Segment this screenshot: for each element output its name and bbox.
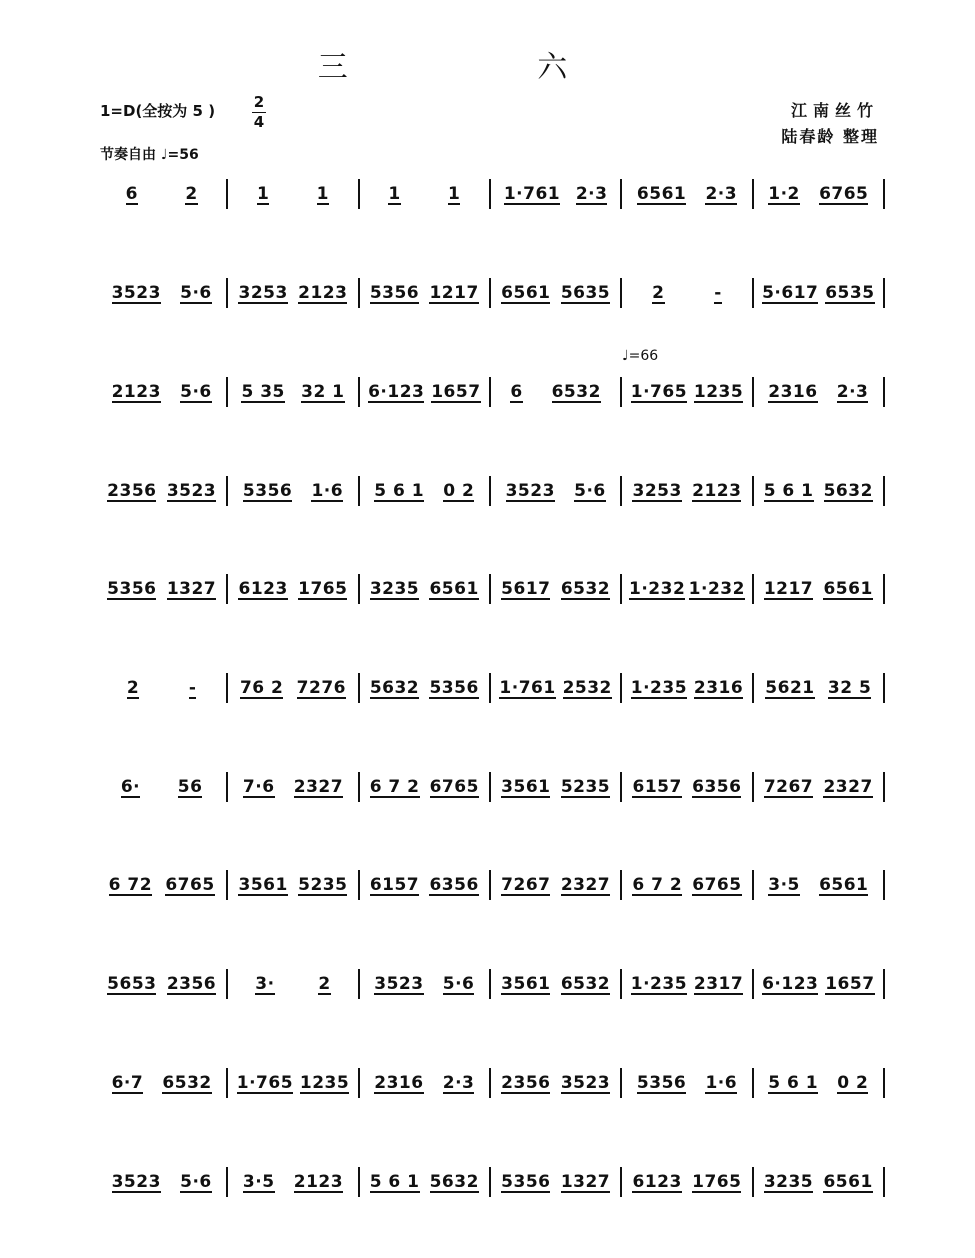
beat: 1217 [764, 574, 813, 600]
barline [883, 574, 885, 604]
beat: 6765 [692, 870, 741, 896]
measure [490, 969, 621, 1003]
beat: 1·232 [689, 574, 745, 600]
measure [96, 1167, 227, 1201]
beat: 6·123 [368, 377, 424, 403]
beat: 6 72 [109, 870, 152, 896]
measure [490, 772, 621, 806]
time-signature [252, 94, 266, 131]
beat: 3235 [764, 1167, 813, 1193]
beat: 5235 [561, 772, 610, 798]
tempo-change-marking: ♩=66 [622, 348, 659, 364]
measure [621, 1068, 752, 1102]
beat: 7276 [297, 673, 346, 699]
measure [96, 179, 227, 213]
beat: 1235 [300, 1068, 349, 1094]
measure [227, 377, 358, 411]
beat: 5·6 [180, 278, 212, 304]
beat: 3523 [506, 476, 555, 502]
measure [753, 574, 884, 608]
measure [753, 179, 884, 213]
beat: 2·3 [443, 1068, 475, 1094]
tempo-marking: 节奏自由 ♩=56 [100, 147, 199, 163]
measure [490, 278, 621, 312]
measure [227, 574, 358, 608]
barline [883, 476, 885, 506]
beat: 3253 [632, 476, 681, 502]
score-line [96, 1163, 886, 1203]
beat: 5653 [107, 969, 156, 995]
beat: 6561 [637, 179, 686, 205]
beat: 6532 [561, 969, 610, 995]
beat: 1·235 [631, 673, 687, 699]
beat: 2 [318, 969, 330, 995]
score-line [96, 373, 886, 413]
beat: 6765 [430, 772, 479, 798]
beat: 5 6 1 [764, 476, 814, 502]
score-line [96, 768, 886, 808]
beat: 2316 [694, 673, 743, 699]
beat: 5356 [429, 673, 478, 699]
beat: 3·5 [243, 1167, 275, 1193]
beat: 6·7 [112, 1068, 144, 1094]
score-line [96, 175, 886, 215]
beat: 2123 [294, 1167, 343, 1193]
beat: 2532 [563, 673, 612, 699]
beat: 5356 [243, 476, 292, 502]
beat: 6157 [632, 772, 681, 798]
measure [490, 574, 621, 608]
measure [359, 476, 490, 510]
measure [227, 476, 358, 510]
score-line [96, 669, 886, 709]
beat: 2316 [768, 377, 817, 403]
beat: 3235 [370, 574, 419, 600]
measure [621, 377, 752, 411]
beat: 6765 [165, 870, 214, 896]
beat: 0 2 [837, 1068, 868, 1094]
beat: 1 [448, 179, 460, 205]
beat: 2356 [107, 476, 156, 502]
beat: 5·617 [762, 278, 818, 304]
measure [490, 1068, 621, 1102]
beat: 1327 [561, 1167, 610, 1193]
beat: 1765 [298, 574, 347, 600]
measure [359, 969, 490, 1003]
beat: 3523 [167, 476, 216, 502]
score-line [96, 965, 886, 1005]
barline [883, 377, 885, 407]
measure [359, 377, 490, 411]
beat: 5 6 1 [768, 1068, 818, 1094]
measure [753, 1068, 884, 1102]
beat: 2356 [501, 1068, 550, 1094]
beat: 1 [388, 179, 400, 205]
measure [96, 377, 227, 411]
beat: 6765 [819, 179, 868, 205]
beat: 6 7 2 [632, 870, 682, 896]
measure [490, 673, 621, 707]
beat: 1·765 [631, 377, 687, 403]
beat: 5·6 [180, 1167, 212, 1193]
measure [490, 377, 621, 411]
beat: 5·6 [443, 969, 475, 995]
beat: 5·6 [574, 476, 606, 502]
beat: 2123 [298, 278, 347, 304]
score-line [96, 866, 886, 906]
score-line [96, 274, 886, 314]
measure [227, 870, 358, 904]
beat: 3· [255, 969, 274, 995]
beat: 6535 [825, 278, 874, 304]
beat: 1·761 [504, 179, 560, 205]
beat: 2 [185, 179, 197, 205]
beat: 5 35 [241, 377, 284, 403]
beat: 5235 [298, 870, 347, 896]
beat: 56 [178, 772, 203, 798]
barline [883, 278, 885, 308]
measure [227, 1068, 358, 1102]
beat: 32 1 [301, 377, 344, 403]
beat: 2123 [692, 476, 741, 502]
measure [359, 870, 490, 904]
measure [227, 673, 358, 707]
beat: 5632 [430, 1167, 479, 1193]
measure [621, 476, 752, 510]
time-signature-top: 2 [253, 93, 265, 111]
music-style: 江南丝竹 [790, 101, 879, 120]
beat: 2327 [294, 772, 343, 798]
measure [227, 278, 358, 312]
measure [359, 1167, 490, 1201]
beat: 5356 [637, 1068, 686, 1094]
beat: 5 6 1 [370, 1167, 420, 1193]
measure [96, 278, 227, 312]
measure [621, 673, 752, 707]
measure [753, 870, 884, 904]
beat: 1765 [692, 1167, 741, 1193]
beat: 3253 [238, 278, 287, 304]
beat: 1·232 [629, 574, 685, 600]
beat: 5356 [107, 574, 156, 600]
beat: 1657 [825, 969, 874, 995]
measure [359, 1068, 490, 1102]
measure [227, 179, 358, 213]
beat: 6532 [561, 574, 610, 600]
measure [359, 278, 490, 312]
beat: 1217 [429, 278, 478, 304]
beat: 6 7 2 [370, 772, 420, 798]
beat: 2 [127, 673, 139, 699]
beat: 2316 [374, 1068, 423, 1094]
beat: 2327 [823, 772, 872, 798]
beat: 3523 [112, 278, 161, 304]
measure [753, 673, 884, 707]
measure [753, 772, 884, 806]
beat: 2123 [112, 377, 161, 403]
beat: 1 [317, 179, 329, 205]
beat: 3561 [501, 969, 550, 995]
measure [227, 1167, 358, 1201]
measure [359, 673, 490, 707]
beat: 6561 [429, 574, 478, 600]
measure [96, 574, 227, 608]
beat: 6123 [632, 1167, 681, 1193]
beat: 0 2 [443, 476, 474, 502]
beat: 2327 [561, 870, 610, 896]
beat: 6561 [823, 574, 872, 600]
beat: 76 2 [240, 673, 283, 699]
measure [753, 476, 884, 510]
measure [96, 870, 227, 904]
measure [359, 574, 490, 608]
measure [490, 870, 621, 904]
beat: 6· [121, 772, 140, 798]
beat: 2·3 [837, 377, 869, 403]
beat: 1·2 [768, 179, 800, 205]
beat: 1·235 [631, 969, 687, 995]
beat: 5617 [501, 574, 550, 600]
measure [753, 1167, 884, 1201]
measure [621, 179, 752, 213]
beat: 1·6 [311, 476, 343, 502]
measure [621, 1167, 752, 1201]
beat: 3561 [501, 772, 550, 798]
arranger-credit: 陆春龄 整理 [781, 127, 879, 146]
beat: 5632 [824, 476, 873, 502]
score-line [96, 570, 886, 610]
measure [753, 377, 884, 411]
beat: 6157 [370, 870, 419, 896]
beat: 1327 [167, 574, 216, 600]
barline [883, 969, 885, 999]
beat: 6561 [501, 278, 550, 304]
beat: 1·761 [499, 673, 555, 699]
measure [96, 969, 227, 1003]
beat: - [714, 278, 722, 304]
beat: 1235 [694, 377, 743, 403]
measure [621, 969, 752, 1003]
beat: 5635 [561, 278, 610, 304]
beat: - [189, 673, 197, 699]
beat: 7267 [764, 772, 813, 798]
measure [96, 673, 227, 707]
beat: 5621 [765, 673, 814, 699]
beat: 3523 [561, 1068, 610, 1094]
beat: 1 [257, 179, 269, 205]
beat: 1·6 [705, 1068, 737, 1094]
beat: 6561 [823, 1167, 872, 1193]
key-signature: 1=D(全按为 5 ) [100, 102, 216, 120]
measure [96, 772, 227, 806]
measure [490, 476, 621, 510]
beat: 6356 [692, 772, 741, 798]
measure [621, 574, 752, 608]
beat: 5356 [370, 278, 419, 304]
barline [883, 179, 885, 209]
beat: 3·5 [768, 870, 800, 896]
beat: 2 [652, 278, 664, 304]
beat: 5632 [370, 673, 419, 699]
beat: 2317 [694, 969, 743, 995]
beat: 6532 [162, 1068, 211, 1094]
measure [227, 772, 358, 806]
barline [883, 870, 885, 900]
beat: 6123 [238, 574, 287, 600]
beat: 3561 [238, 870, 287, 896]
beat: 5 6 1 [374, 476, 424, 502]
beat: 1657 [431, 377, 480, 403]
page-title: 三 六 [317, 50, 658, 85]
beat: 6356 [429, 870, 478, 896]
measure [753, 969, 884, 1003]
measure [621, 278, 752, 312]
beat: 2·3 [705, 179, 737, 205]
beat: 6 [126, 179, 138, 205]
beat: 6561 [819, 870, 868, 896]
measure [359, 772, 490, 806]
barline [883, 1167, 885, 1197]
beat: 3523 [112, 1167, 161, 1193]
beat: 2·3 [576, 179, 608, 205]
score-line [96, 1064, 886, 1104]
measure [490, 179, 621, 213]
barline [883, 772, 885, 802]
measure [227, 969, 358, 1003]
measure [359, 179, 490, 213]
beat: 6·123 [762, 969, 818, 995]
barline [883, 673, 885, 703]
barline [883, 1068, 885, 1098]
measure [490, 1167, 621, 1201]
beat: 5356 [501, 1167, 550, 1193]
beat: 1·765 [237, 1068, 293, 1094]
score-line [96, 472, 886, 512]
measure [96, 476, 227, 510]
beat: 7267 [501, 870, 550, 896]
beat: 7·6 [243, 772, 275, 798]
measure [753, 278, 884, 312]
beat: 32 5 [828, 673, 871, 699]
time-signature-bottom: 4 [253, 113, 265, 131]
beat: 6532 [552, 377, 601, 403]
beat: 3523 [374, 969, 423, 995]
measure [621, 772, 752, 806]
measure [621, 870, 752, 904]
beat: 2356 [167, 969, 216, 995]
measure [96, 1068, 227, 1102]
beat: 6 [510, 377, 522, 403]
beat: 5·6 [180, 377, 212, 403]
